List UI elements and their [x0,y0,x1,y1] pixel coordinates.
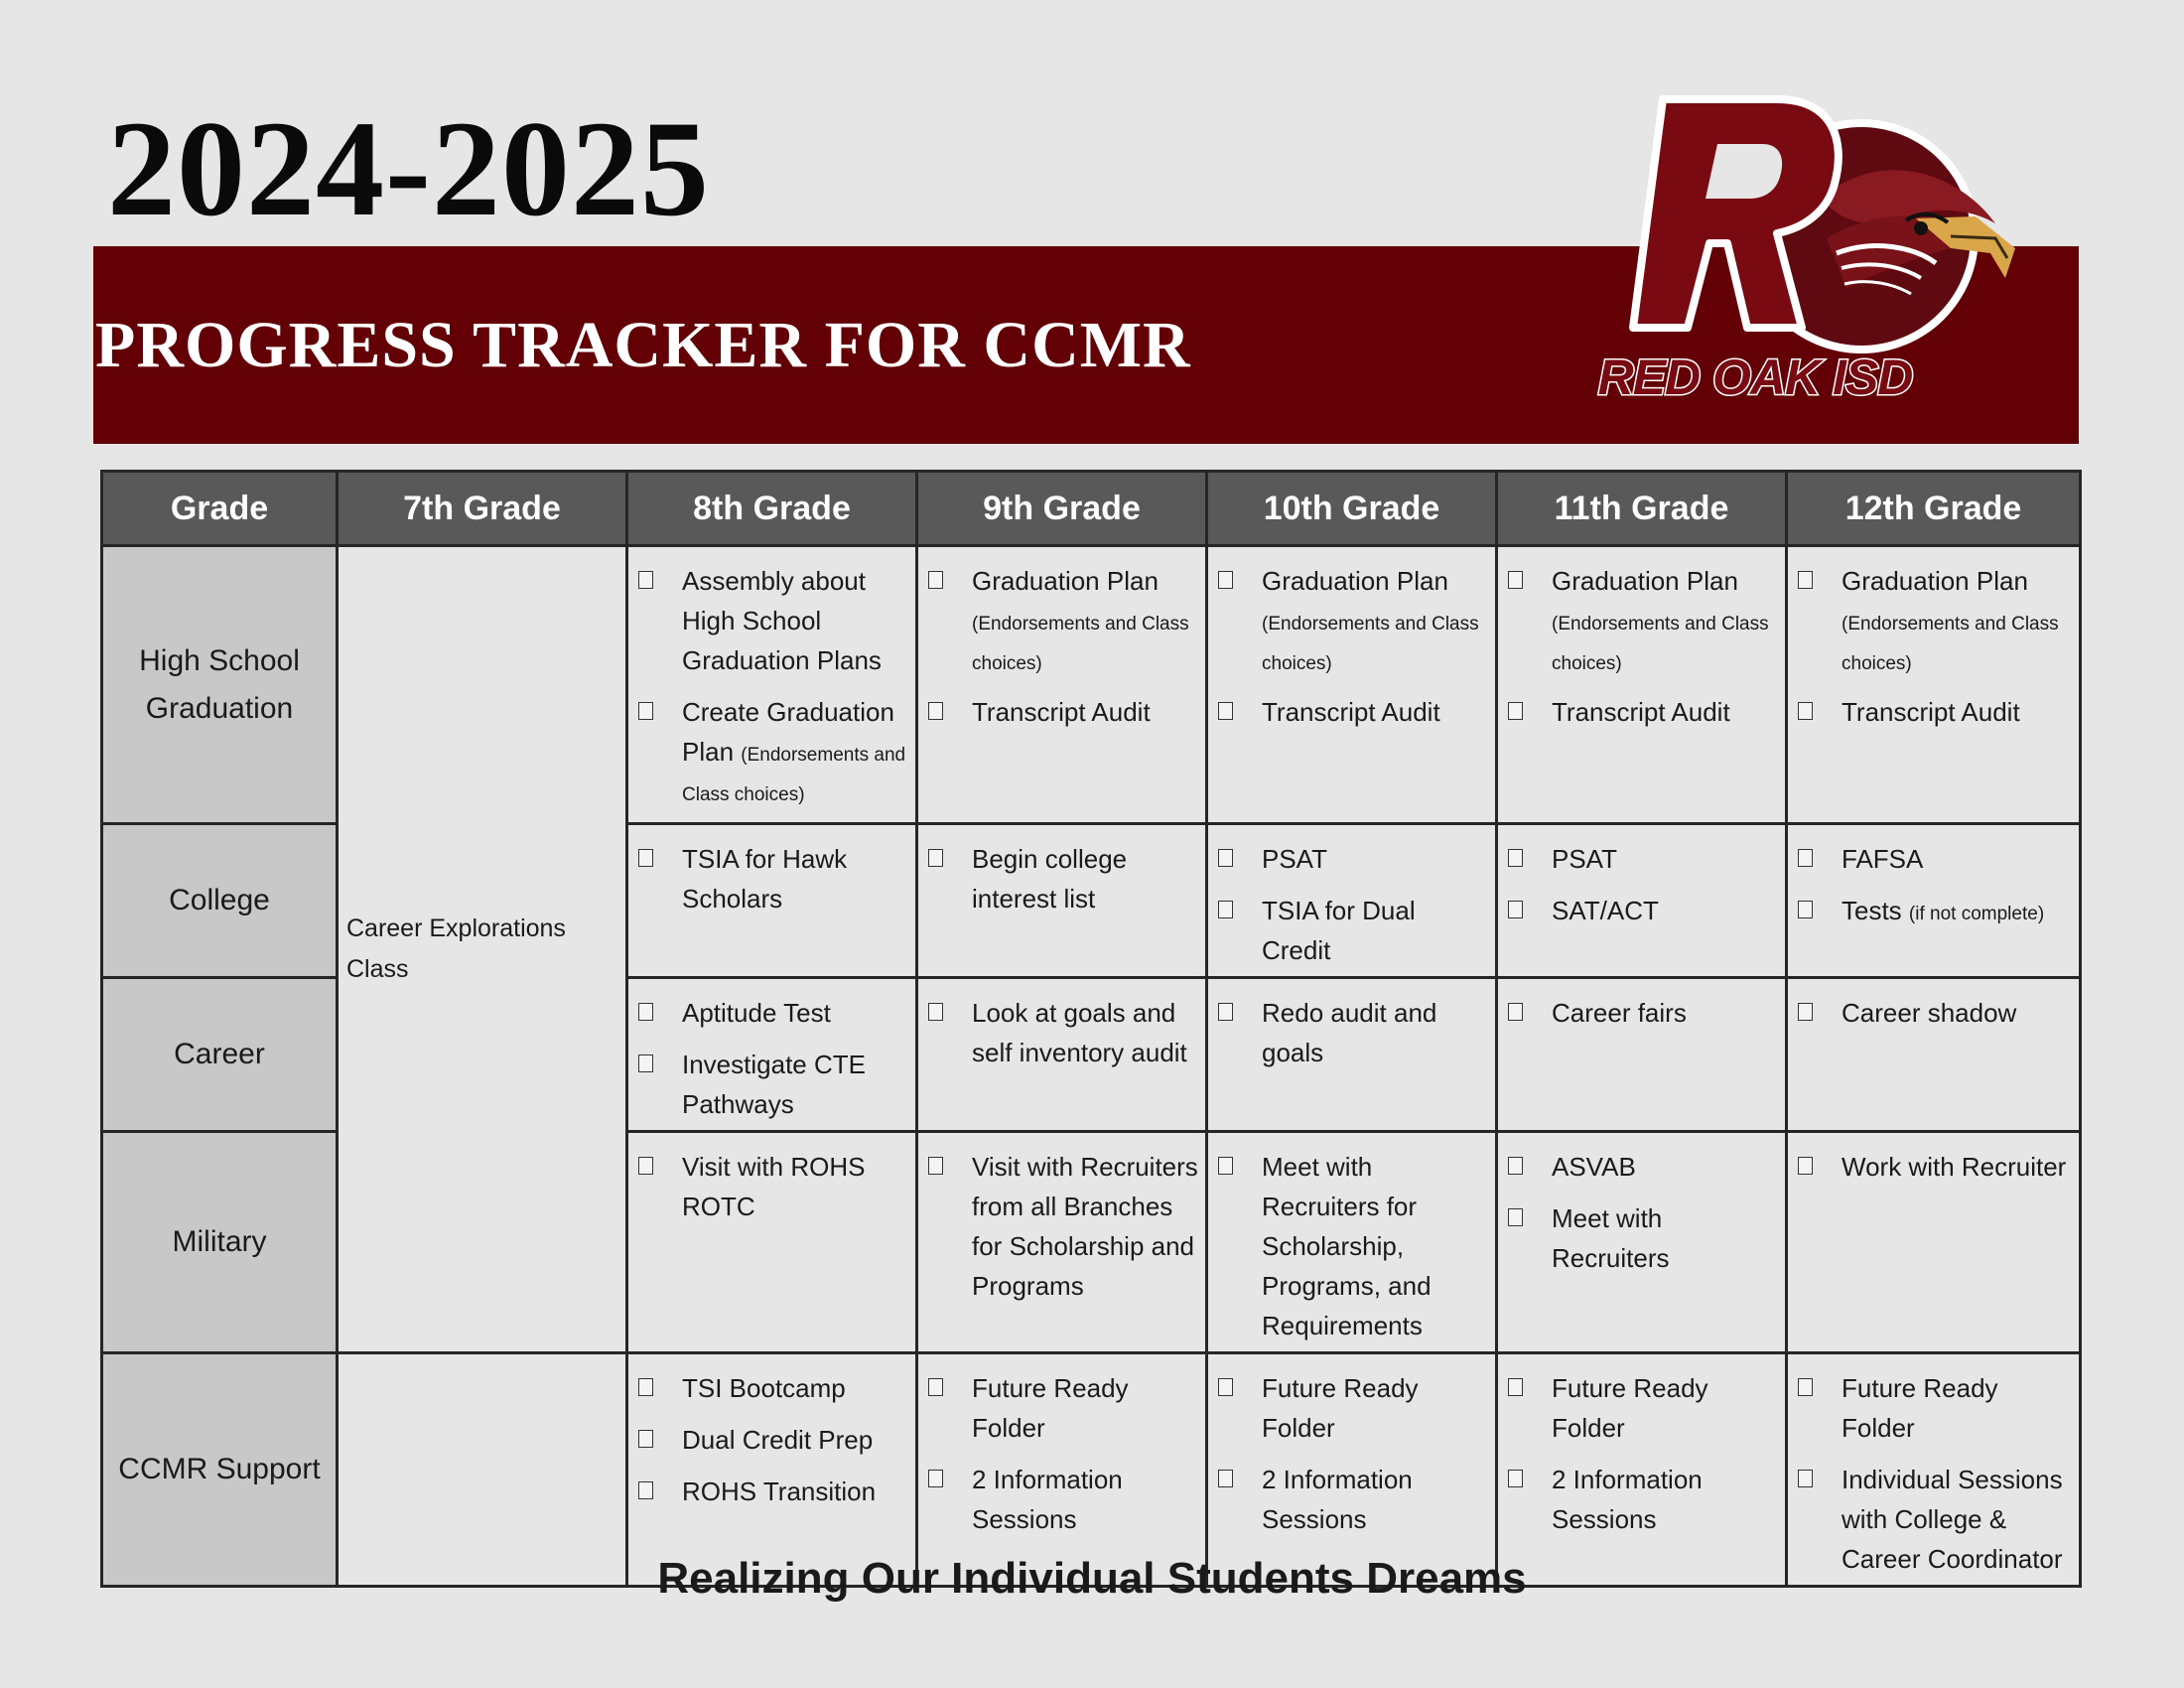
item-label: Graduation Plan [1552,566,1738,596]
military-11th-cell [1497,1132,1787,1353]
checkbox[interactable] [1218,1157,1233,1175]
checklist-item[interactable] [926,692,1201,732]
checkbox[interactable] [1508,1470,1523,1487]
checkbox[interactable] [928,1470,943,1487]
career-11th-cell [1497,978,1787,1132]
career-9th-cell [917,978,1207,1132]
checklist-item[interactable] [1506,1460,1781,1539]
checklist-item[interactable] [1216,1368,1491,1448]
item-note: (Endorsements and Class choices) [972,614,1189,674]
checklist-item[interactable] [926,1147,1201,1306]
college-11th-cell [1497,824,1787,978]
checkbox[interactable] [1218,1470,1233,1487]
checklist-item[interactable] [636,1368,911,1408]
checklist-item[interactable] [636,1147,911,1226]
career-8th-cell [627,978,917,1132]
item-label: Future Ready Folder [1262,1373,1419,1443]
checkbox[interactable] [1218,1003,1233,1021]
checklist-item[interactable] [1506,839,1781,879]
column-header-grade: Grade [102,472,338,546]
column-header-11th-grade: 11th Grade [1497,472,1787,546]
checkbox[interactable] [928,571,943,589]
hs-grad-10th-cell [1207,546,1497,824]
checklist-item[interactable] [1506,1147,1781,1187]
item-label: Assembly about High School Graduation Plans [682,566,882,675]
checkbox[interactable] [638,1055,653,1072]
checkbox[interactable] [1508,1378,1523,1396]
checkbox[interactable] [928,1157,943,1175]
item-label: Career shadow [1842,998,2017,1028]
item-label: ROHS Transition [682,1477,877,1506]
checklist-item[interactable] [1796,993,2075,1033]
college-8th-cell [627,824,917,978]
progress-tracker-table [100,470,2082,1588]
checklist-item[interactable] [1506,1198,1781,1278]
column-header-8th-grade: 8th Grade [627,472,917,546]
table-header-row [102,472,2081,546]
item-label: TSIA for Dual Credit [1262,896,1416,965]
college-12th-cell [1787,824,2081,978]
category-military: Military [102,1132,338,1353]
military-10th-cell [1207,1132,1497,1353]
column-header-12th-grade: 12th Grade [1787,472,2081,546]
checkbox[interactable] [1798,1470,1813,1487]
category-ccmr-support: CCMR Support [102,1353,338,1587]
item-label: Tests [1842,896,1902,925]
checkbox[interactable] [1508,1157,1523,1175]
checkbox[interactable] [1508,571,1523,589]
checkbox[interactable] [638,1481,653,1499]
item-label: PSAT [1262,844,1327,874]
item-label: Future Ready Folder [1552,1373,1708,1443]
checkbox[interactable] [1508,702,1523,720]
checklist-item[interactable] [1796,891,2075,930]
checkbox[interactable] [1798,1003,1813,1021]
item-label: 2 Information Sessions [1262,1465,1413,1534]
item-label: TSIA for Hawk Scholars [682,844,848,914]
career-12th-cell [1787,978,2081,1132]
checklist-item[interactable] [1216,839,1491,879]
seventh-grade-cell [338,546,627,1353]
checkbox[interactable] [928,1003,943,1021]
checklist-item[interactable] [636,839,911,918]
checkbox[interactable] [928,702,943,720]
checklist-item[interactable] [636,1472,911,1511]
college-9th-cell [917,824,1207,978]
checkbox[interactable] [1508,1003,1523,1021]
item-label: 2 Information Sessions [1552,1465,1703,1534]
item-label: Investigate CTE Pathways [682,1050,866,1119]
item-note: (Endorsements and Class choices) [1552,614,1769,674]
checklist-item[interactable] [1216,1460,1491,1539]
checklist-item[interactable] [926,993,1201,1072]
checkbox[interactable] [638,1378,653,1396]
item-label: Dual Credit Prep [682,1425,874,1455]
checkbox[interactable] [1798,571,1813,589]
checkbox[interactable] [928,849,943,867]
item-label: Visit with ROHS ROTC [682,1152,866,1221]
item-label: SAT/ACT [1552,896,1659,925]
category-career: Career [102,978,338,1132]
checklist-item[interactable] [1796,1368,2075,1448]
item-label: Create Graduation Plan [682,697,894,767]
checklist-item[interactable] [1216,993,1491,1072]
checklist-item[interactable] [636,993,911,1033]
column-header-9th-grade: 9th Grade [917,472,1207,546]
checklist-item[interactable] [636,561,911,680]
item-label: Redo audit and goals [1262,998,1437,1067]
hs-grad-8th-cell [627,546,917,824]
checklist-item[interactable] [926,839,1201,918]
career-10th-cell [1207,978,1497,1132]
checkbox[interactable] [1798,1157,1813,1175]
item-note: (Endorsements and Class choices) [682,745,906,805]
checkbox[interactable] [1218,1378,1233,1396]
item-label: FAFSA [1842,844,1924,874]
item-label: Graduation Plan [1842,566,2028,596]
checkbox[interactable] [638,571,653,589]
item-label: Individual Sessions with College & Career Coordinator [1842,1465,2063,1574]
checklist-item[interactable] [1506,1368,1781,1448]
item-label: Graduation Plan [972,566,1159,596]
checklist-item[interactable] [1506,891,1781,930]
checklist-item[interactable] [1796,839,2075,879]
checkbox[interactable] [638,849,653,867]
checkbox[interactable] [638,1157,653,1175]
military-8th-cell [627,1132,917,1353]
checkbox[interactable] [1798,849,1813,867]
checklist-item[interactable] [1796,1147,2075,1187]
checklist-item[interactable] [1216,692,1491,732]
item-label: Meet with Recruiters [1552,1203,1670,1273]
item-label: Begin college interest list [972,844,1128,914]
checklist-item[interactable] [926,1368,1201,1448]
item-note: (Endorsements and Class choices) [1262,614,1479,674]
checkbox[interactable] [928,1378,943,1396]
college-10th-cell [1207,824,1497,978]
item-label: Look at goals and self inventory audit [972,998,1187,1067]
checklist-item[interactable] [636,1045,911,1124]
logo-wordmark: RED OAK ISD [1597,350,1913,405]
item-label: Aptitude Test [682,998,831,1028]
hs-grad-12th-cell [1787,546,2081,824]
checkbox[interactable] [1798,1378,1813,1396]
item-note: (if not complete) [1908,904,2045,924]
item-label: Visit with Recruiters from all Branches for Scholarship and Programs [972,1152,1198,1301]
checklist-item[interactable] [1796,692,2075,732]
checkbox[interactable] [1798,901,1813,918]
checklist-item[interactable] [926,561,1201,680]
checklist-item[interactable] [926,1460,1201,1539]
military-12th-cell [1787,1132,2081,1353]
item-label: 2 Information Sessions [972,1465,1123,1534]
checklist-item[interactable] [1216,561,1491,680]
item-label: PSAT [1552,844,1617,874]
item-label: Work with Recruiter [1842,1152,2067,1182]
item-label: Meet with Recruiters for Scholarship, Programs, and Requirements [1262,1152,1432,1340]
column-header-10th-grade: 10th Grade [1207,472,1497,546]
checkbox[interactable] [1218,702,1233,720]
hs-grad-11th-cell [1497,546,1787,824]
checkbox[interactable] [1798,702,1813,720]
checklist-item[interactable] [636,692,911,811]
career-explorations-label: Career Explorations Class [346,914,566,983]
item-label: Transcript Audit [972,697,1151,727]
checklist-item[interactable] [1506,561,1781,680]
category-college: College [102,824,338,978]
footer-slogan: Realizing Our Individual Students Dreams [657,1554,1527,1603]
item-label: Future Ready Folder [972,1373,1129,1443]
checklist-item[interactable] [1506,692,1781,732]
category-hs-graduation: High School Graduation [102,546,338,824]
checklist-item[interactable] [636,1420,911,1460]
checklist-item[interactable] [1216,1147,1491,1345]
checkbox[interactable] [1218,849,1233,867]
year-title: 2024-2025 [107,92,710,244]
item-label: Graduation Plan [1262,566,1448,596]
checklist-item[interactable] [1216,891,1491,970]
item-label: Future Ready Folder [1842,1373,1998,1443]
checklist-item[interactable] [1796,561,2075,680]
item-label: Transcript Audit [1552,697,1730,727]
checkbox[interactable] [638,702,653,720]
checkbox[interactable] [1218,901,1233,918]
military-9th-cell [917,1132,1207,1353]
item-label: TSI Bootcamp [682,1373,846,1403]
hs-grad-9th-cell [917,546,1207,824]
column-header-7th-grade: 7th Grade [338,472,627,546]
checkbox[interactable] [1218,571,1233,589]
checkbox[interactable] [1508,1208,1523,1226]
checkbox[interactable] [1508,849,1523,867]
checkbox[interactable] [638,1003,653,1021]
item-label: Career fairs [1552,998,1687,1028]
item-label: Transcript Audit [1262,697,1440,727]
item-note: (Endorsements and Class choices) [1842,614,2059,674]
checkbox[interactable] [638,1430,653,1448]
page-title: PROGRESS TRACKER FOR CCMR [95,309,1191,381]
table-row [102,546,2081,824]
item-label: ASVAB [1552,1152,1636,1182]
checklist-item[interactable] [1506,993,1781,1033]
item-label: Transcript Audit [1842,697,2020,727]
checkbox[interactable] [1508,901,1523,918]
